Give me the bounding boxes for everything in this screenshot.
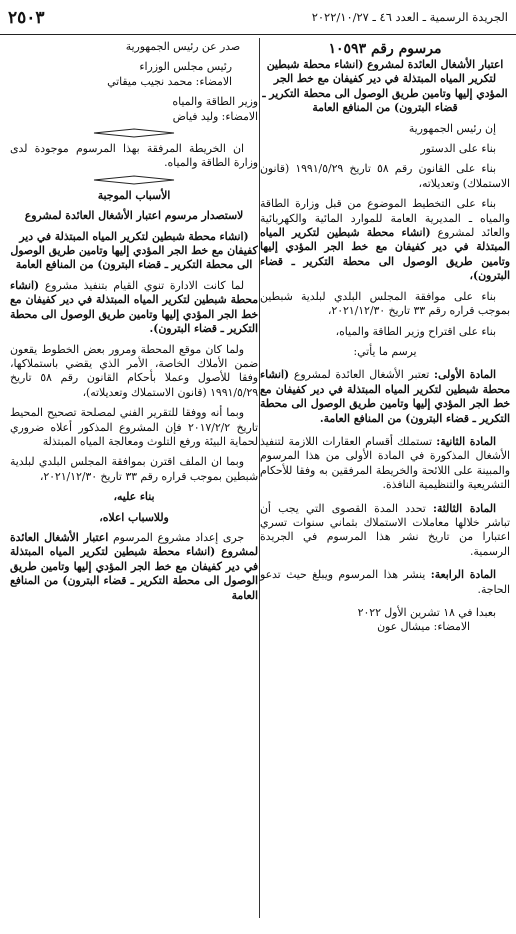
president-signature: الامضاء: ميشال عون bbox=[377, 620, 470, 634]
reason-5: بناء عليه، bbox=[113, 490, 155, 504]
article-2 bbox=[260, 435, 510, 493]
proposal-line: بناء على اقتراح وزير الطاقة والمياه، bbox=[335, 324, 496, 338]
decree-date: بعبدا في ١٨ تشرين الأول ٢٠٢٢ bbox=[357, 606, 496, 619]
plan-project: (انشاء محطة شبطين لتكرير المياه المبتذلة في دير كفيفان مع خط الجر المؤدي إليها وتامين طريق الوصول الى محطة التكرير ـ قضاء البترون)، bbox=[260, 226, 510, 283]
minister-signature: الامضاء: وليد فياض bbox=[172, 109, 258, 123]
reason-1-text: لما كانت الادارة تنوي القيام بتنفيذ مشروع bbox=[44, 278, 245, 292]
reasons-project: (انشاء محطة شبطين لتكرير المياه المبتذلة في دير كفيفان مع خط الجر المؤدي إليها وتامين طريق الوصول الى محطة التكرير ـ قضاء البترون) من المنافع العامة bbox=[10, 229, 258, 272]
article-1-project: (انشاء محطة شبطين لتكرير المياه المبتذلة في دير كفيفان مع خط الجر المؤدي إليها وتامين طريق الوصول الى محطة التكرير ـ قضاء البترون) من المنافع العامة. bbox=[260, 368, 510, 425]
page-header bbox=[0, 0, 516, 35]
page-number: ٢٥٠٣ bbox=[8, 8, 45, 28]
reason-7-text: جرى إعداد مشروع المرسوم bbox=[112, 530, 244, 544]
article-1-text: تعتبر الأشغال العائدة لمشروع bbox=[293, 368, 430, 382]
council-line: بناء على موافقة المجلس البلدي لبلدية شبطين بموجب قراره رقم ٣٣ تاريخ ٢٠٢١/١٢/٣٠، bbox=[260, 289, 510, 318]
article-4 bbox=[260, 568, 510, 597]
reason-4: وبما ان الملف اقترن بموافقة المجلس البلدي لبلدية شبطين بموجب قراره رقم ٣٣ تاريخ ٢٠٢١/١٢/٣٠، bbox=[10, 455, 258, 483]
article-1 bbox=[260, 368, 510, 426]
article-2-label: المادة الثانية: bbox=[436, 434, 496, 448]
reasons-subtitle: لاستصدار مرسوم اعتبار الأشغال العائدة لمشروع bbox=[24, 209, 244, 223]
minister-title: وزير الطاقة والمياه bbox=[172, 95, 258, 109]
article-3-text: تحدد المدة القصوى التي يجب أن تباشر خلالها معاملات الاستملاك بثماني سنوات تسري اعتبارا من تاريخ نشر هذا المرسوم في الجريدة الرسمية. bbox=[260, 501, 510, 558]
map-note: ان الخريطة المرفقة بهذا المرسوم موجودة لدى وزارة الطاقة والمياه. bbox=[10, 142, 258, 170]
decrees-line: يرسم ما يأتي: bbox=[353, 344, 417, 358]
law-line: بناء على القانون رقم ٥٨ تاريخ ١٩٩١/٥/٢٩ (قانون الاستملاك) وتعديلاته، bbox=[260, 162, 510, 190]
article-4-label: المادة الرابعة: bbox=[430, 568, 497, 582]
gazette-issue-title: الجريدة الرسمية ـ العدد ٤٦ ـ ٢٠٢٢/١٠/٢٧ bbox=[311, 10, 508, 24]
decree-number: مرسوم رقم ١٠٥٩٣ bbox=[328, 41, 442, 57]
reason-3: وبما أنه ووفقا للتقرير الفني لمصلحة تصحيح المحيط تاريخ ٢٠١٧/٢/٢ فإن المشروع المذكور أعلاه ضروري لحماية البيئة ورفع التلوث ومعالجة المياه المبتذلة bbox=[10, 406, 258, 448]
pm-title: رئيس مجلس الوزراء bbox=[139, 60, 232, 74]
article-1-label: المادة الأولى: bbox=[433, 368, 496, 382]
article-3-label: المادة الثالثة: bbox=[432, 501, 496, 515]
divider-ornament bbox=[92, 175, 176, 185]
divider-ornament bbox=[92, 128, 176, 138]
reason-7-project: اعتبار الأشغال العائدة لمشروع (انشاء محطة شبطين لتكرير المياه المبتذلة في دير كفيفان مع خط الجر المؤدي إليها وتامين طريق الوصول الى محطة التكرير ـ قضاء البترون) من المنافع العامة bbox=[10, 530, 258, 602]
president-line: إن رئيس الجمهورية bbox=[408, 121, 496, 135]
pm-signature: الامضاء: محمد نجيب ميقاتي bbox=[107, 74, 232, 88]
plan-paragraph bbox=[260, 197, 510, 283]
decree-title: اعتبار الأشغال العائدة لمشروع (انشاء محطة شبطين لتكرير المياه المبتذلة في دير كفيفان مع خط الجر المؤدي إليها وتامين طريق الوصول الى محطة التكرير ـ قضاء البترون) من المنافع العامة bbox=[262, 58, 508, 115]
reason-2: ولما كان موقع المحطة ومرور بعض الخطوط يقعون ضمن الأملاك الخاصة، الأمر الذي يقضي باستملاكها، وفقا للأصول وعملا بأحكام القانون رقم ٥٨ تاريخ ١٩٩١/٥/٢٩ (قانون الاستملاك وتعديلاته)، bbox=[10, 342, 258, 399]
reasons-title: الأسباب الموجبة bbox=[97, 188, 171, 202]
reason-7 bbox=[10, 531, 258, 603]
issued-by: صدر عن رئيس الجمهورية bbox=[125, 40, 240, 53]
reason-1-project: (انشاء محطة شبطين لتكرير المياه المبتذلة في دير كفيفان مع خط الجر المؤدي إليها وتامين طريق الوصول الى محطة التكرير ـ قضاء البترون). bbox=[10, 278, 258, 336]
plan-text: بناء على التخطيط الموضوع من قبل وزارة الطاقة والمياه ـ المديرية العامة للموارد المائية والكهربائية والعائد لمشروع bbox=[260, 197, 510, 240]
constitution-line: بناء على الدستور bbox=[420, 142, 496, 156]
article-2-text: تستملك أقسام العقارات اللازمة لتنفيذ الأشغال المذكورة في المادة الأولى من هذا المرسوم والمبينة على اللائحة والخريطة المرفقين به وفقا للأحكام التشريعية والتنظيمية النافذة. bbox=[260, 434, 510, 492]
reason-1 bbox=[10, 279, 258, 337]
reasons-column bbox=[10, 40, 258, 928]
article-3 bbox=[260, 502, 510, 560]
decree-column bbox=[260, 40, 510, 928]
article-4-text: ينشر هذا المرسوم ويبلغ حيث تدعو الحاجة. bbox=[260, 568, 510, 596]
reason-6: وللاسباب اعلاه، bbox=[99, 510, 169, 524]
